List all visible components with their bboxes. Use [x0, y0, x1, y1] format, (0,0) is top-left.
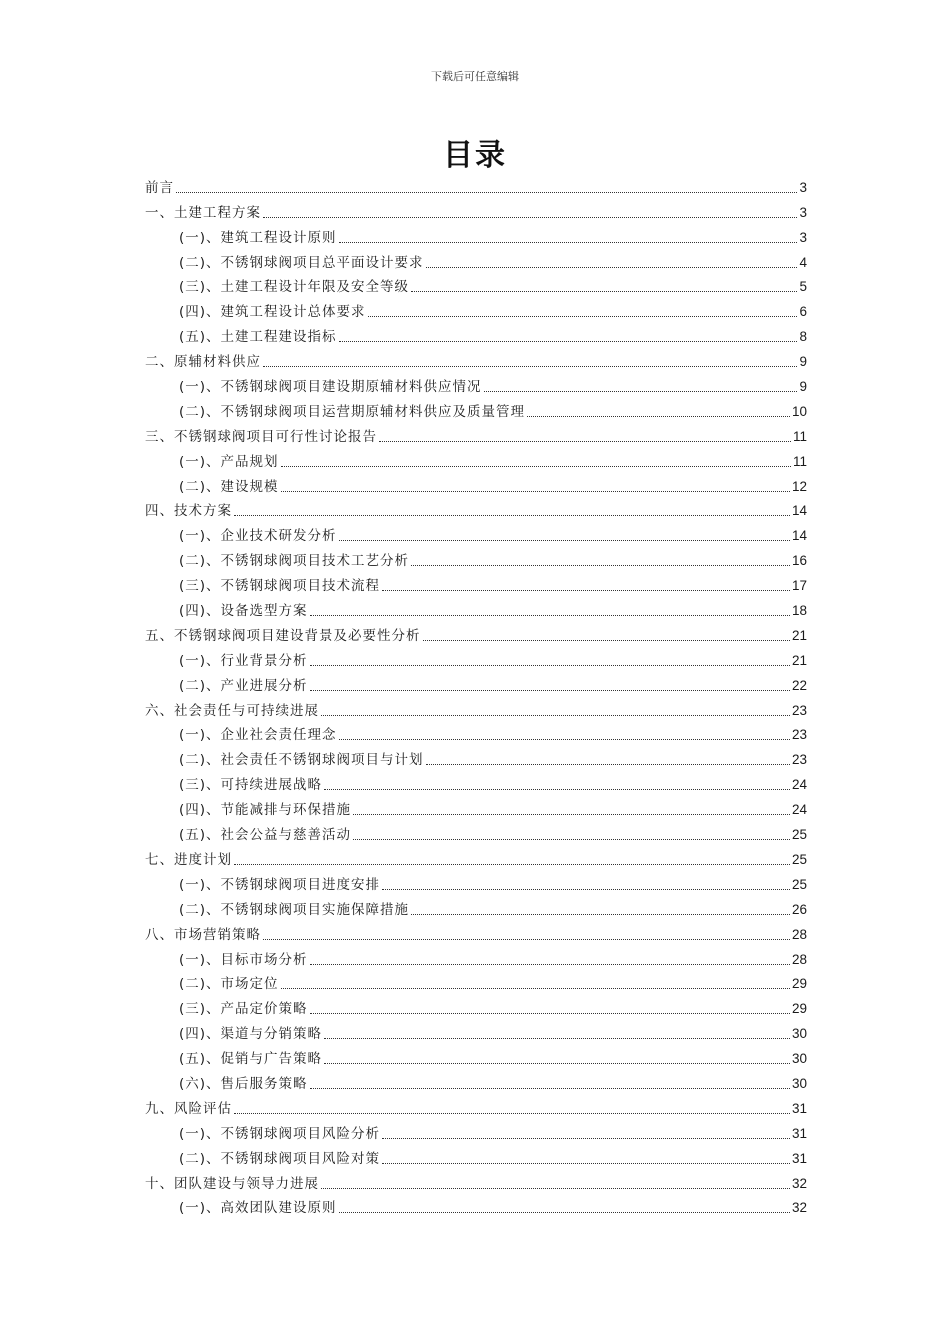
toc-entry-label: (六)、售后服务策略 [179, 1075, 308, 1092]
toc-dot-leader [382, 1138, 790, 1139]
toc-dot-leader [382, 1163, 790, 1164]
toc-entry-page-number: 32 [791, 1175, 807, 1191]
toc-entry[interactable] [145, 1096, 807, 1121]
toc-dot-leader [310, 615, 790, 616]
toc-entry[interactable] [145, 523, 807, 548]
toc-entry-page-number: 16 [791, 553, 807, 569]
toc-dot-leader [281, 988, 790, 989]
toc-dot-leader [353, 839, 790, 840]
toc-entry-label: (一)、产品规划 [179, 453, 279, 470]
toc-entry-label: (三)、产品定价策略 [179, 1001, 308, 1018]
toc-entry[interactable] [145, 250, 807, 275]
header-note: 下载后可任意编辑 [431, 70, 519, 83]
toc-entry[interactable] [145, 424, 807, 449]
toc-dot-leader [426, 764, 790, 765]
toc-entry-page-number: 25 [791, 851, 807, 867]
toc-entry-label: 五、不锈钢球阀项目建设背景及必要性分析 [145, 627, 421, 644]
toc-entry-label: (二)、建设规模 [179, 478, 279, 495]
toc-dot-leader [263, 366, 797, 367]
toc-entry-page-number: 14 [791, 503, 807, 519]
toc-entry[interactable] [145, 897, 807, 922]
toc-entry-page-number: 21 [791, 627, 807, 643]
toc-dot-leader [281, 466, 791, 467]
toc-dot-leader [527, 416, 790, 417]
toc-entry-label: (四)、渠道与分销策略 [179, 1026, 323, 1043]
toc-entry-page-number: 24 [791, 802, 807, 818]
toc-entry[interactable] [145, 673, 807, 698]
toc-entry-page-number: 4 [799, 254, 807, 270]
toc-dot-leader [411, 291, 797, 292]
toc-entry[interactable] [145, 548, 807, 573]
toc-dot-leader [423, 640, 790, 641]
toc-dot-leader [324, 1063, 790, 1064]
toc-entry-page-number: 32 [791, 1200, 807, 1216]
toc-entry-page-number: 21 [791, 652, 807, 668]
toc-dot-leader [310, 1013, 790, 1014]
toc-entry-label: (二)、市场定位 [179, 976, 279, 993]
toc-entry-label: 七、进度计划 [145, 851, 232, 868]
toc-entry-page-number: 30 [791, 1075, 807, 1091]
toc-entry[interactable] [145, 947, 807, 972]
toc-entry-label: 前言 [145, 179, 174, 196]
toc-entry[interactable] [145, 573, 807, 598]
toc-entry-label: 四、技术方案 [145, 503, 232, 520]
toc-entry-page-number: 23 [791, 702, 807, 718]
toc-entry-page-number: 23 [791, 727, 807, 743]
toc-entry-page-number: 11 [792, 428, 807, 444]
toc-entry-label: (一)、行业背景分析 [179, 652, 308, 669]
toc-entry[interactable] [145, 1046, 807, 1071]
toc-dot-leader [310, 690, 790, 691]
toc-entry-label: (一)、企业技术研发分析 [179, 528, 337, 545]
toc-entry-page-number: 10 [791, 403, 807, 419]
toc-entry-label: (五)、促销与广告策略 [179, 1051, 323, 1068]
toc-entry[interactable] [145, 200, 807, 225]
toc-dot-leader [234, 515, 790, 516]
toc-entry-page-number: 30 [791, 1026, 807, 1042]
toc-entry-label: (一)、不锈钢球阀项目风险分析 [179, 1125, 381, 1142]
toc-entry-label: 二、原辅材料供应 [145, 354, 261, 371]
toc-entry-page-number: 6 [799, 304, 807, 320]
toc-entry-label: 八、市场营销策略 [145, 926, 261, 943]
toc-dot-leader [281, 491, 790, 492]
toc-entry-page-number: 31 [791, 1100, 807, 1116]
toc-entry-label: (一)、高效团队建设原则 [179, 1200, 337, 1217]
toc-entry-page-number: 8 [799, 329, 807, 345]
toc-dot-leader [234, 1113, 790, 1114]
toc-dot-leader [324, 789, 790, 790]
toc-dot-leader [411, 914, 790, 915]
toc-dot-leader [339, 739, 790, 740]
toc-entry[interactable] [145, 299, 807, 324]
toc-dot-leader [339, 242, 798, 243]
toc-entry-page-number: 9 [799, 354, 807, 370]
toc-entry-page-number: 22 [791, 677, 807, 693]
toc-dot-leader [339, 540, 790, 541]
toc-entry-label: (五)、土建工程建设指标 [179, 329, 337, 346]
toc-entry[interactable] [145, 1121, 807, 1146]
toc-entry[interactable] [145, 449, 807, 474]
toc-entry[interactable] [145, 822, 807, 847]
toc-entry[interactable] [145, 922, 807, 947]
toc-dot-leader [382, 590, 790, 591]
toc-entry[interactable] [145, 1196, 807, 1221]
toc-entry-page-number: 23 [791, 752, 807, 768]
toc-entry-label: 六、社会责任与可持续进展 [145, 702, 319, 719]
toc-entry-label: (四)、设备选型方案 [179, 603, 308, 620]
table-of-contents [145, 175, 807, 1220]
toc-dot-leader [176, 192, 797, 193]
toc-dot-leader [339, 341, 798, 342]
toc-entry[interactable] [145, 723, 807, 748]
toc-entry-page-number: 11 [792, 453, 807, 469]
toc-entry-page-number: 31 [791, 1150, 807, 1166]
toc-entry-page-number: 3 [799, 204, 807, 220]
toc-entry[interactable] [145, 1171, 807, 1196]
toc-entry[interactable] [145, 225, 807, 250]
toc-dot-leader [310, 665, 790, 666]
toc-dot-leader [310, 1088, 790, 1089]
toc-entry-page-number: 24 [791, 777, 807, 793]
toc-entry-page-number: 25 [791, 876, 807, 892]
toc-entry[interactable] [145, 772, 807, 797]
toc-entry[interactable] [145, 275, 807, 300]
toc-entry-page-number: 9 [799, 379, 807, 395]
toc-entry[interactable] [145, 499, 807, 524]
toc-entry[interactable] [145, 847, 807, 872]
toc-title: 目录 [443, 138, 507, 173]
toc-entry[interactable] [145, 996, 807, 1021]
toc-entry-label: (三)、可持续进展战略 [179, 777, 323, 794]
toc-entry[interactable] [145, 474, 807, 499]
toc-entry-label: (五)、社会公益与慈善活动 [179, 827, 352, 844]
toc-entry-label: (二)、不锈钢球阀项目技术工艺分析 [179, 553, 410, 570]
toc-dot-leader [411, 565, 790, 566]
toc-entry[interactable] [145, 324, 807, 349]
toc-dot-leader [339, 1212, 790, 1213]
toc-entry[interactable] [145, 648, 807, 673]
toc-entry-page-number: 5 [799, 279, 807, 295]
toc-entry[interactable] [145, 349, 807, 374]
toc-entry-label: (二)、不锈钢球阀项目实施保障措施 [179, 901, 410, 918]
toc-dot-leader [426, 267, 798, 268]
toc-entry-label: (二)、不锈钢球阀项目运营期原辅材料供应及质量管理 [179, 403, 526, 420]
toc-entry-page-number: 28 [791, 926, 807, 942]
toc-entry-label: 三、不锈钢球阀项目可行性讨论报告 [145, 428, 377, 445]
toc-entry[interactable] [145, 623, 807, 648]
toc-entry[interactable] [145, 797, 807, 822]
toc-entry-page-number: 3 [799, 179, 807, 195]
toc-entry-page-number: 29 [791, 976, 807, 992]
toc-dot-leader [353, 814, 790, 815]
toc-entry-label: (三)、土建工程设计年限及安全等级 [179, 279, 410, 296]
toc-dot-leader [321, 715, 790, 716]
toc-entry-label: (二)、社会责任不锈钢球阀项目与计划 [179, 752, 424, 769]
toc-entry-page-number: 3 [799, 229, 807, 245]
toc-entry-page-number: 29 [791, 1001, 807, 1017]
toc-entry-page-number: 31 [791, 1125, 807, 1141]
toc-entry[interactable] [145, 399, 807, 424]
toc-entry-label: 十、团队建设与领导力进展 [145, 1175, 319, 1192]
toc-dot-leader [263, 217, 797, 218]
toc-entry-label: (二)、产业进展分析 [179, 677, 308, 694]
toc-dot-leader [234, 864, 790, 865]
toc-entry-page-number: 30 [791, 1051, 807, 1067]
toc-dot-leader [263, 939, 790, 940]
toc-entry-label: (一)、目标市场分析 [179, 951, 308, 968]
toc-dot-leader [368, 316, 798, 317]
toc-dot-leader [321, 1188, 790, 1189]
toc-dot-leader [382, 889, 790, 890]
toc-entry-page-number: 12 [791, 478, 807, 494]
toc-entry-label: 九、风险评估 [145, 1100, 232, 1117]
toc-entry[interactable] [145, 972, 807, 997]
toc-entry-page-number: 14 [791, 528, 807, 544]
toc-entry[interactable] [145, 175, 807, 200]
toc-entry-label: 一、土建工程方案 [145, 204, 261, 221]
toc-entry-label: (三)、不锈钢球阀项目技术流程 [179, 578, 381, 595]
toc-entry[interactable] [145, 598, 807, 623]
toc-entry[interactable] [145, 872, 807, 897]
toc-entry-label: (四)、建筑工程设计总体要求 [179, 304, 366, 321]
toc-entry-page-number: 18 [791, 603, 807, 619]
toc-entry[interactable] [145, 1021, 807, 1046]
toc-entry-page-number: 25 [791, 827, 807, 843]
toc-entry-label: (一)、不锈钢球阀项目进度安排 [179, 876, 381, 893]
toc-entry[interactable] [145, 698, 807, 723]
toc-dot-leader [324, 1038, 790, 1039]
toc-entry-label: (二)、不锈钢球阀项目风险对策 [179, 1150, 381, 1167]
toc-entry-page-number: 17 [791, 578, 807, 594]
toc-entry[interactable] [145, 374, 807, 399]
toc-entry[interactable] [145, 1071, 807, 1096]
toc-entry[interactable] [145, 747, 807, 772]
toc-entry-label: (四)、节能减排与环保措施 [179, 802, 352, 819]
toc-entry-page-number: 26 [791, 901, 807, 917]
toc-entry-label: (一)、企业社会责任理念 [179, 727, 337, 744]
toc-entry[interactable] [145, 1146, 807, 1171]
toc-dot-leader [484, 391, 798, 392]
toc-entry-label: (一)、建筑工程设计原则 [179, 229, 337, 246]
toc-entry-label: (一)、不锈钢球阀项目建设期原辅材料供应情况 [179, 379, 482, 396]
toc-dot-leader [310, 964, 790, 965]
toc-entry-page-number: 28 [791, 951, 807, 967]
toc-dot-leader [379, 441, 791, 442]
toc-entry-label: (二)、不锈钢球阀项目总平面设计要求 [179, 254, 424, 271]
